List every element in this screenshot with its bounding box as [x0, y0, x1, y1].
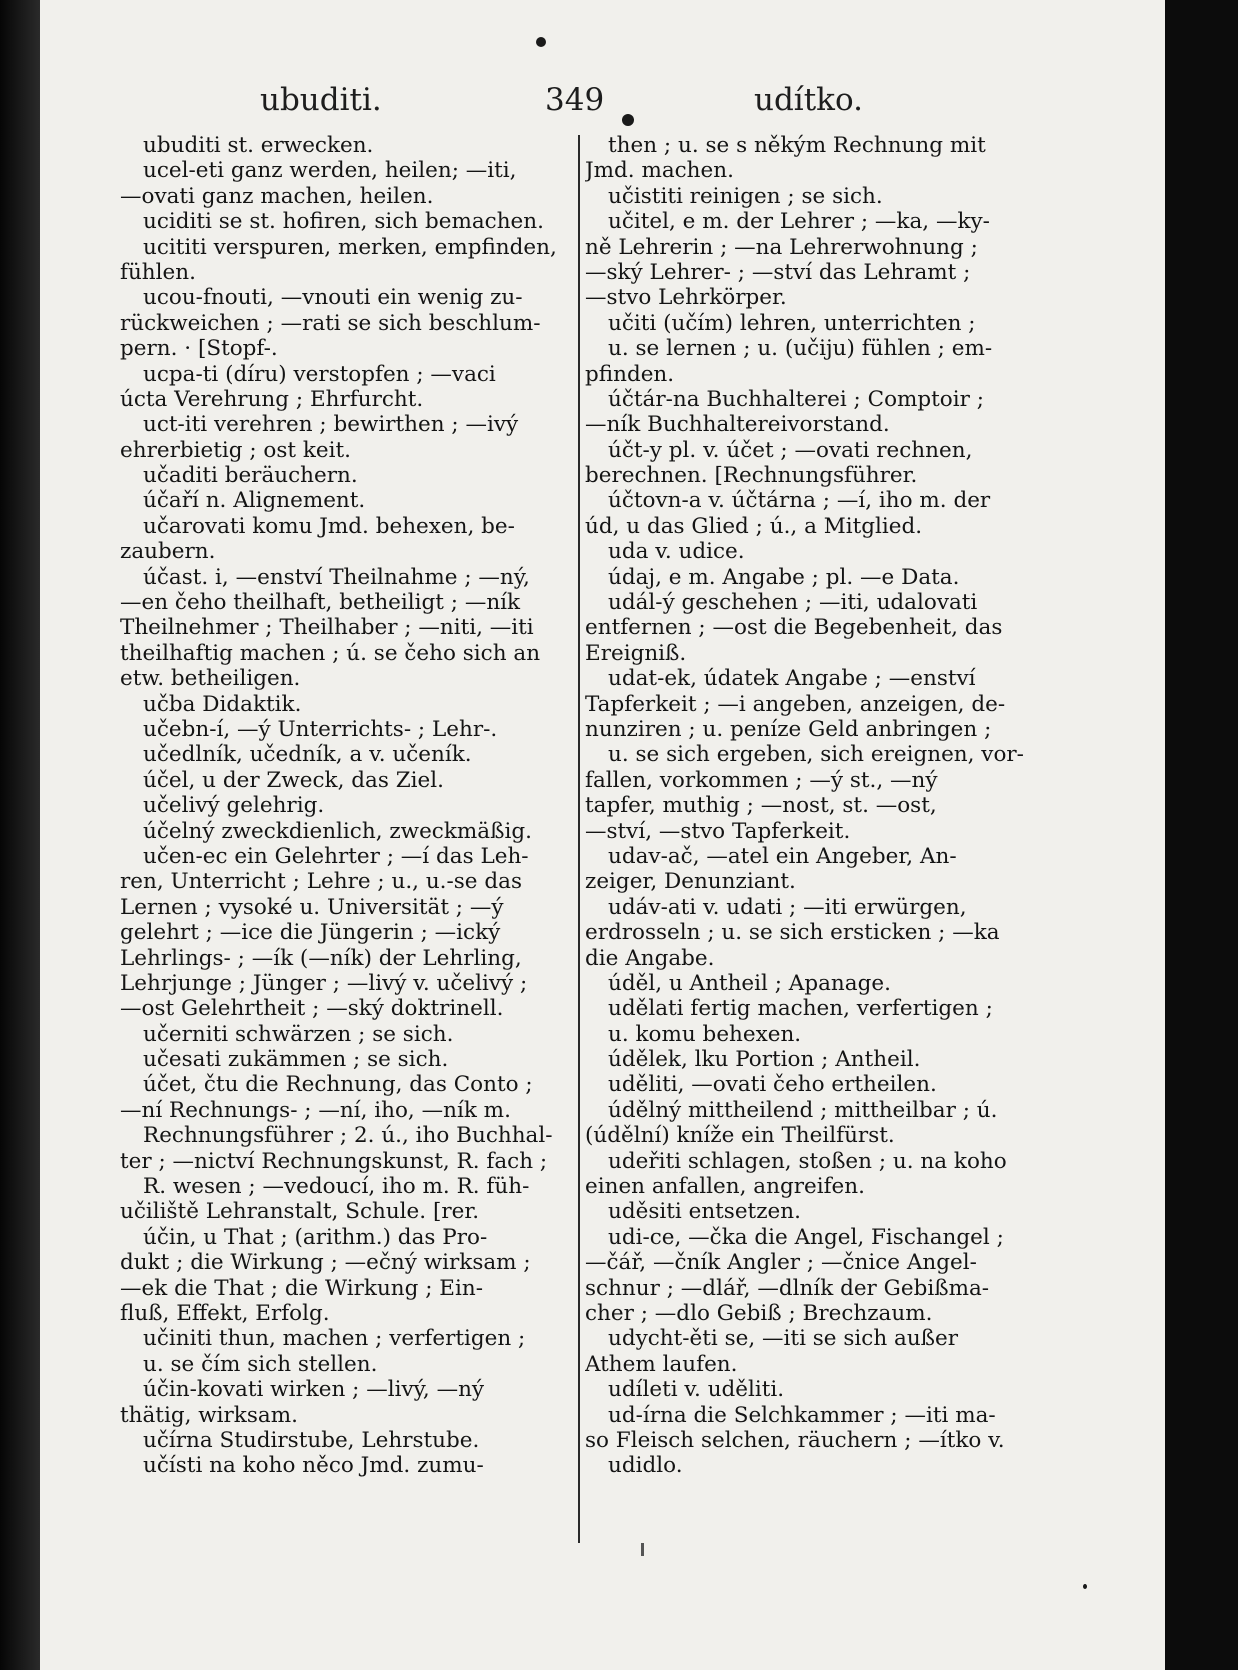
dictionary-line: udál-ý geschehen ; —iti, udalovati: [608, 590, 978, 616]
dictionary-line: Rechnungsführer ; 2. ú., iho Buchhal-: [143, 1123, 553, 1149]
dictionary-line: pern. · [Stopf-.: [120, 336, 278, 362]
dictionary-line: udeřiti schlagen, stoßen ; u. na koho: [608, 1148, 1007, 1174]
dictionary-line: gelehrt ; —ice die Jüngerin ; —ický: [120, 920, 501, 946]
dictionary-line: Lehrlings- ; —ík (—ník) der Lehrling,: [120, 945, 522, 971]
dictionary-line: dukt ; die Wirkung ; —ečný wirksam ;: [120, 1250, 531, 1276]
scan-left-edge: [0, 0, 40, 1670]
dictionary-line: učedlník, učedník, a v. učeník.: [143, 742, 472, 768]
dictionary-line: učiti (učím) lehren, unterrichten ;: [608, 310, 976, 336]
dictionary-line: u. se sich ergeben, sich ereignen, vor-: [608, 742, 1024, 768]
right-column: [585, 133, 1040, 1533]
dictionary-line: uct-iti verehren ; bewirthen ; —ivý: [143, 412, 519, 438]
dictionary-line: úděl, u Antheil ; Apanage.: [608, 970, 891, 996]
dictionary-line: zeiger, Denunziant.: [585, 869, 796, 895]
dictionary-line: u. se čím sich stellen.: [143, 1351, 378, 1377]
dictionary-line: udáv-ati v. udati ; —iti erwürgen,: [608, 894, 967, 920]
dictionary-line: entfernen ; —ost die Begebenheit, das: [585, 615, 1003, 641]
dictionary-line: učísti na koho něco Jmd. zumu-: [143, 1453, 484, 1479]
dictionary-line: then ; u. se s někým Rechnung mit: [608, 133, 986, 158]
dictionary-line: ucel-eti ganz werden, heilen; —iti,: [143, 158, 517, 184]
dictionary-line: ně Lehrerin ; —na Lehrerwohnung ;: [585, 234, 978, 260]
dictionary-line: udycht-ěti se, —iti se sich außer: [608, 1326, 959, 1352]
dictionary-line: so Fleisch selchen, räuchern ; —ítko v.: [585, 1427, 1005, 1453]
dictionary-line: učen-ec ein Gelehrter ; —í das Leh-: [143, 843, 529, 869]
dictionary-line: —ek die That ; die Wirkung ; Ein-: [120, 1275, 483, 1301]
dictionary-line: udav-ač, —atel ein Angeber, An-: [608, 843, 957, 869]
dictionary-line: učiniti thun, machen ; verfertigen ;: [143, 1326, 526, 1352]
dictionary-line: účaří n. Alignement.: [143, 488, 366, 514]
dictionary-line: R. wesen ; —vedoucí, iho m. R. füh-: [143, 1174, 530, 1200]
dictionary-line: ucou-fnouti, —vnouti ein wenig zu-: [143, 285, 523, 311]
dictionary-line: učerniti schwärzen ; se sich.: [143, 1021, 454, 1047]
dictionary-line: ter ; —nictví Rechnungskunst, R. fach ;: [120, 1148, 548, 1174]
page-number: 349: [545, 82, 605, 118]
dictionary-line: účel, u der Zweck, das Ziel.: [143, 767, 444, 793]
left-column: [120, 133, 575, 1533]
dictionary-line: učírna Studirstube, Lehrstube.: [143, 1427, 480, 1453]
dictionary-line: učistiti reinigen ; se sich.: [608, 183, 883, 209]
dictionary-line: —ovati ganz machen, heilen.: [120, 183, 434, 209]
dictionary-line: Jmd. machen.: [585, 158, 734, 184]
printer-mark: [641, 1543, 644, 1556]
dictionary-line: einen anfallen, angreifen.: [585, 1174, 865, 1200]
dictionary-line: Lernen ; vysoké u. Universität ; —ý: [120, 894, 504, 920]
dictionary-line: úd, u das Glied ; ú., a Mitglied.: [585, 513, 923, 539]
dictionary-line: udělati fertig machen, verfertigen ;: [608, 996, 993, 1022]
dictionary-line: udat-ek, údatek Angabe ; —enství: [608, 666, 976, 692]
dictionary-line: údělek, lku Portion ; Antheil.: [608, 1047, 921, 1073]
dictionary-line: zaubern.: [120, 539, 216, 565]
ink-speck: [1083, 1584, 1087, 1589]
dictionary-line: u. komu behexen.: [608, 1021, 802, 1047]
dictionary-line: Ereigniß.: [585, 640, 687, 666]
dictionary-line: účast. i, —enství Theilnahme ; —ný,: [143, 564, 530, 590]
dictionary-line: účt-y pl. v. účet ; —ovati rechnen,: [608, 437, 973, 463]
dictionary-line: (údělní) kníže ein Theilfürst.: [585, 1123, 895, 1149]
dictionary-line: účet, čtu die Rechnung, das Conto ;: [143, 1072, 533, 1098]
dictionary-line: ucpa-ti (díru) verstopfen ; —vaci: [143, 361, 496, 387]
dictionary-line: udíleti v. uděliti.: [608, 1377, 785, 1403]
dictionary-line: ucititi verspuren, merken, empfinden,: [143, 234, 557, 260]
dictionary-line: fallen, vorkommen ; —ý st., —ný: [585, 767, 938, 793]
dictionary-line: účtovn-a v. účtárna ; —í, iho m. der: [608, 488, 991, 514]
dictionary-line: tapfer, muthig ; —nost, st. —ost,: [585, 793, 937, 819]
dictionary-line: —ní Rechnungs- ; —ní, iho, —ník m.: [120, 1097, 511, 1123]
dictionary-line: ud-írna die Selchkammer ; —iti ma-: [608, 1402, 996, 1428]
dictionary-line: účelný zweckdienlich, zweckmäßig.: [143, 818, 532, 844]
dictionary-line: —ost Gelehrtheit ; —ský doktrinell.: [120, 996, 504, 1022]
dictionary-line: etw. betheiligen.: [120, 666, 301, 692]
dictionary-line: theilhaftig machen ; ú. se čeho sich an: [120, 640, 541, 666]
dictionary-line: Tapferkeit ; —i angeben, anzeigen, de-: [585, 691, 1006, 717]
dictionary-line: učiliště Lehranstalt, Schule. [rer.: [120, 1199, 480, 1225]
dictionary-page: [40, 0, 1165, 1670]
dictionary-line: die Angabe.: [585, 945, 715, 971]
header-last-entry: udítko.: [754, 82, 863, 118]
dictionary-line: učelivý gelehrig.: [143, 793, 325, 819]
dictionary-line: učba Didaktik.: [143, 691, 302, 717]
dictionary-line: učarovati komu Jmd. behexen, be-: [143, 513, 515, 539]
dictionary-line: schnur ; —dlář, —dlník der Gebißma-: [585, 1275, 990, 1301]
dictionary-line: učitel, e m. der Lehrer ; —ka, —ky-: [608, 209, 990, 235]
dictionary-line: ehrerbietig ; ost keit.: [120, 437, 351, 463]
dictionary-line: thätig, wirksam.: [120, 1402, 298, 1428]
dictionary-line: erdrosseln ; u. se sich ersticken ; —ka: [585, 920, 1000, 946]
ink-speck: [536, 37, 546, 47]
dictionary-line: ren, Unterricht ; Lehre ; u., u.-se das: [120, 869, 522, 895]
column-divider: [578, 135, 580, 1543]
dictionary-line: nunziren ; u. peníze Geld anbringen ;: [585, 716, 992, 742]
dictionary-line: fluß, Effekt, Erfolg.: [120, 1300, 330, 1326]
dictionary-line: —ství, —stvo Tapferkeit.: [585, 818, 851, 844]
dictionary-line: udi-ce, —čka die Angel, Fischangel ;: [608, 1224, 1004, 1250]
dictionary-line: Theilnehmer ; Theilhaber ; —niti, —iti: [120, 615, 534, 641]
dictionary-line: ubuditi st. erwecken.: [143, 133, 374, 158]
dictionary-line: Athem laufen.: [585, 1351, 738, 1377]
dictionary-line: u. se lernen ; u. (učiju) fühlen ; em-: [608, 336, 993, 362]
dictionary-line: fühlen.: [120, 259, 196, 285]
dictionary-line: účin, u That ; (arithm.) das Pro-: [143, 1224, 488, 1250]
dictionary-line: —en čeho theilhaft, betheiligt ; —ník: [120, 590, 521, 616]
dictionary-line: rückweichen ; —rati se sich beschlum-: [120, 310, 541, 336]
dictionary-line: cher ; —dlo Gebiß ; Brechzaum.: [585, 1300, 933, 1326]
dictionary-line: uděliti, —ovati čeho ertheilen.: [608, 1072, 937, 1098]
dictionary-line: pfinden.: [585, 361, 675, 387]
dictionary-line: údaj, e m. Angabe ; pl. —e Data.: [608, 564, 960, 590]
dictionary-line: —ský Lehrer- ; —ství das Lehramt ;: [585, 259, 971, 285]
dictionary-line: učebn-í, —ý Unterrichts- ; Lehr-.: [143, 716, 498, 742]
dictionary-line: uděsiti entsetzen.: [608, 1199, 801, 1225]
dictionary-line: —ník Buchhaltereivorstand.: [585, 412, 890, 438]
dictionary-line: údělný mittheilend ; mittheilbar ; ú.: [608, 1097, 998, 1123]
dictionary-line: uda v. udice.: [608, 539, 745, 565]
dictionary-line: —stvo Lehrkörper.: [585, 285, 787, 311]
dictionary-line: učesati zukämmen ; se sich.: [143, 1047, 449, 1073]
header-first-entry: ubuditi.: [260, 82, 382, 118]
scan-right-edge: [1165, 0, 1238, 1670]
dictionary-line: účin-kovati wirken ; —livý, —ný: [143, 1377, 485, 1403]
dictionary-line: berechnen. [Rechnungsführer.: [585, 463, 918, 489]
running-header: [40, 82, 1165, 126]
dictionary-line: účtár-na Buchhalterei ; Comptoir ;: [608, 386, 984, 412]
dictionary-line: učaditi beräuchern.: [143, 463, 358, 489]
dictionary-line: udidlo.: [608, 1453, 683, 1479]
dictionary-line: Lehrjunge ; Jünger ; —livý v. učelivý ;: [120, 970, 528, 996]
dictionary-line: —čář, —čník Angler ; —čnice Angel-: [585, 1250, 977, 1276]
dictionary-line: úcta Verehrung ; Ehrfurcht.: [120, 386, 424, 412]
dictionary-line: uciditi se st. hofiren, sich bemachen.: [143, 209, 544, 235]
